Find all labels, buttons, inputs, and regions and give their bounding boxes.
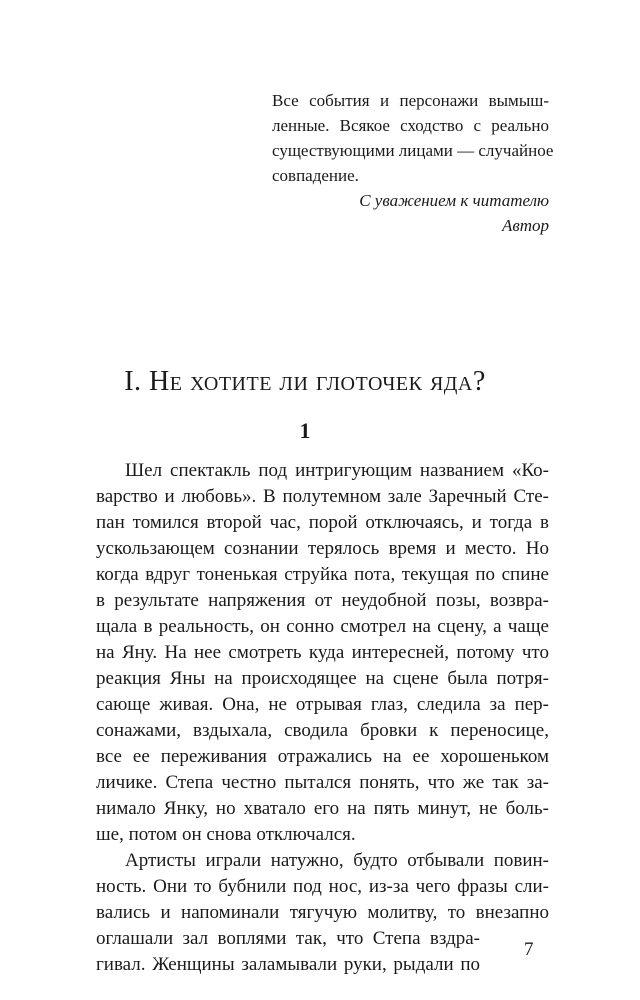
body-line: Шел спектакль под интригующим названием «Ко- (125, 460, 549, 481)
body-line: оглашали зал воплями так, что Степа вздра- (96, 928, 480, 949)
epigraph-line: совпадение. (272, 166, 359, 185)
body-line: нимало Янку, но хватало его на пять минут, не боль- (96, 798, 549, 819)
body-line: в результате напряжения от неудобной позы, возвра- (96, 590, 549, 611)
section-number: 1 (299, 418, 311, 443)
body-line: вались и напоминали тягучую молитву, то внезапно (96, 902, 549, 923)
epigraph-line: существующими лицами — случайное (272, 141, 554, 160)
body-line: щала в реальность, он сонно смотрел на сцену, а чаще (96, 616, 549, 637)
body-line: ше, потом он снова отключался. (96, 824, 356, 845)
epigraph-line: Все события и персонажи вымыш- (272, 91, 549, 110)
epigraph-signature: С уважением к читателю (359, 191, 549, 210)
body-line: варство и любовь». В полутемном зале Заречный Сте- (96, 486, 549, 507)
epigraph-line: ленные. Всякое сходство с реально (272, 116, 549, 135)
body-line: сонажами, вздыхала, сводила бровки к переносице, (96, 720, 549, 741)
body-line: ность. Они то бубнили под нос, из-за чего фразы сли- (96, 876, 549, 897)
epigraph (272, 88, 554, 238)
body-line: личике. Степа честно пытался понять, что же так за- (96, 772, 549, 793)
body-line: на Яну. На нее смотреть куда интересней, потому что (96, 642, 549, 663)
body-line: когда вдруг тоненькая струйка пота, текущая по спине (96, 564, 549, 585)
page-number: 7 (524, 939, 534, 960)
body-line: реакция Яны на происходящее на сцене была потря- (96, 668, 549, 689)
epigraph-author: Автор (501, 216, 549, 235)
body-text (96, 458, 549, 978)
body-line: сающе живая. Она, не отрывая глаз, следила за пер- (96, 694, 549, 715)
body-line: ускользающем сознании терялось время и место. Но (96, 538, 549, 559)
chapter-title: I. Не хотите ли глоточек яда? (124, 366, 486, 397)
body-line: Артисты играли натужно, будто отбывали повин- (125, 850, 549, 871)
body-line: гивал. Женщины заламывали руки, рыдали по (96, 954, 480, 975)
body-line: все ее переживания отражались на ее хорошеньком (96, 746, 549, 767)
body-line: пан томился второй час, порой отключаясь, и тогда в (96, 512, 549, 533)
